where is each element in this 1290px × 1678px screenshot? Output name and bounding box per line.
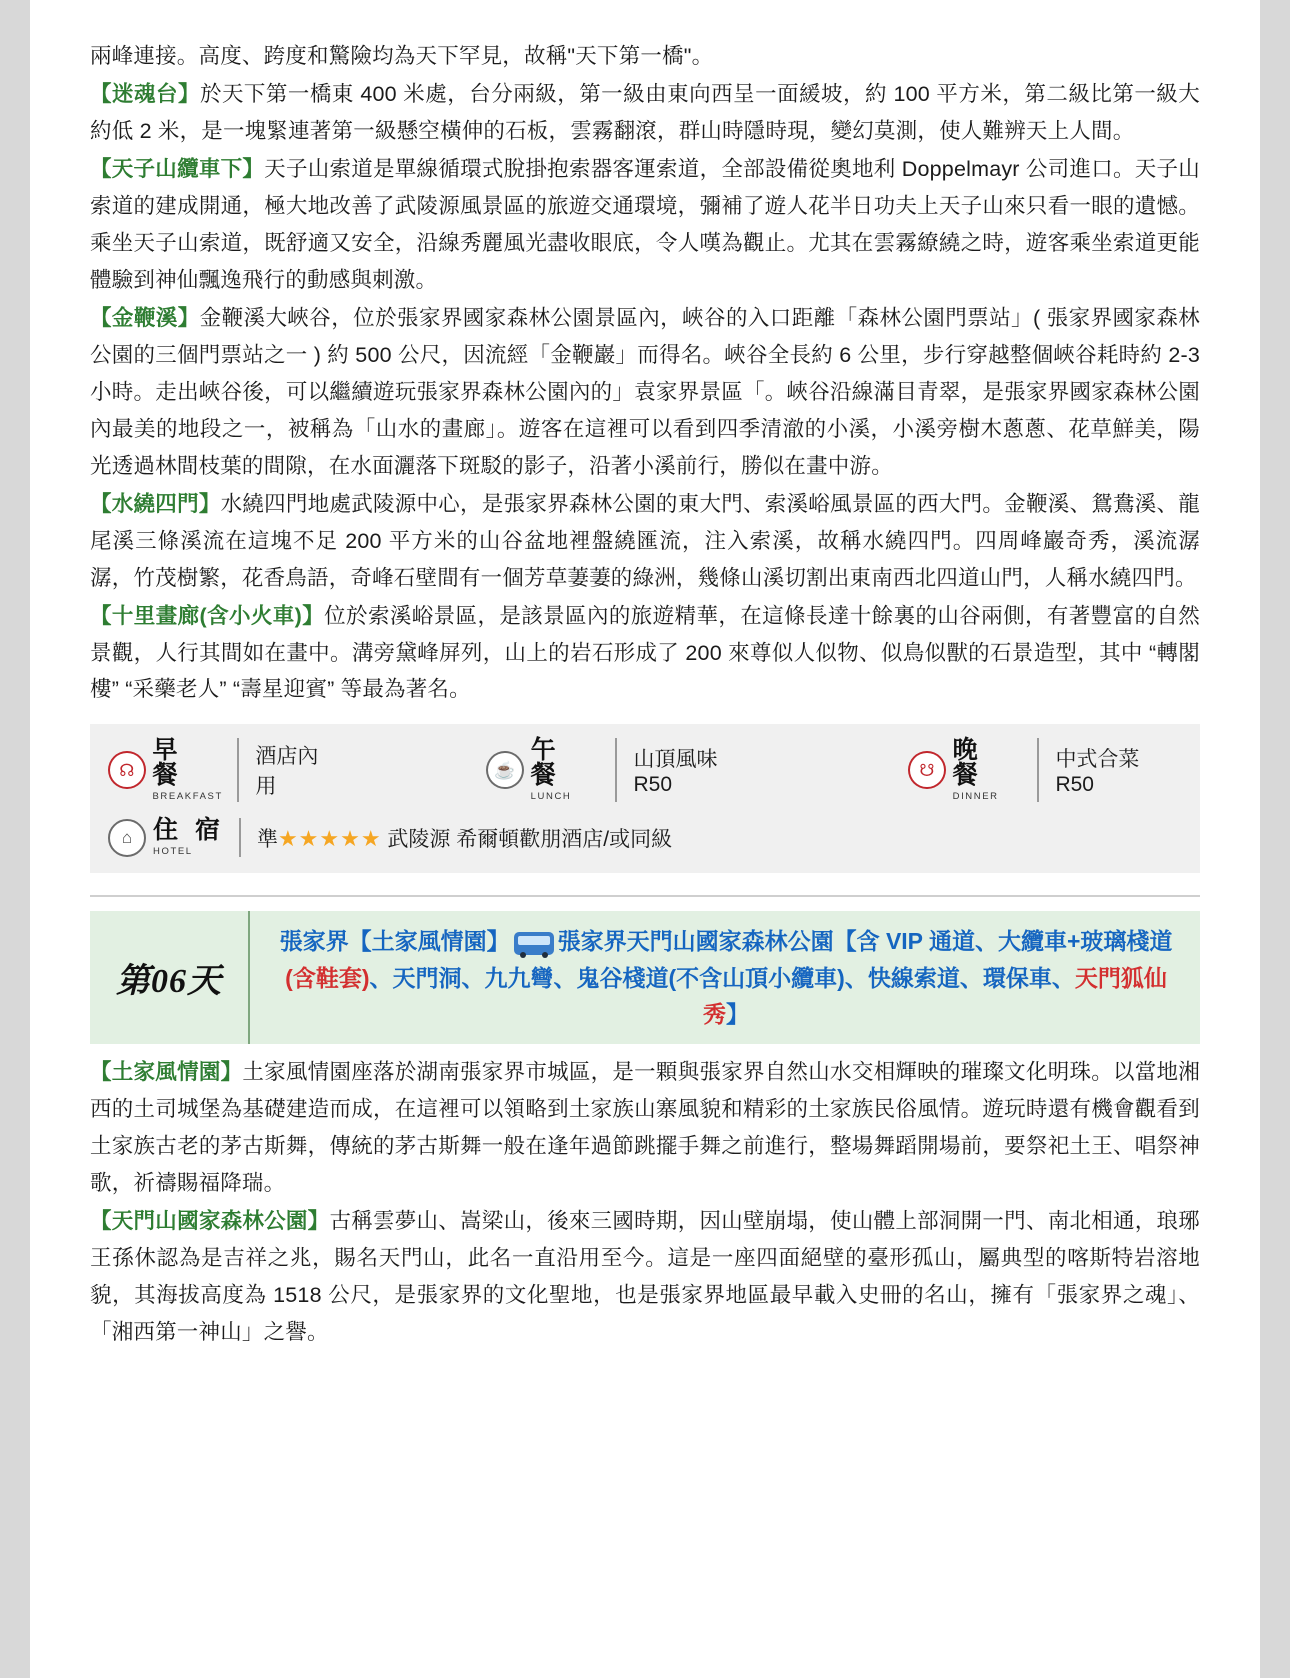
document-page: [30, 0, 1260, 1678]
day-description-block: [90, 1054, 1200, 1351]
meals-row-food: [108, 738, 1182, 802]
paragraph-text: 土家風情園座落於湖南張家界市城區，是一顆與張家界自然山水交相輝映的璀璨文化明珠。以當地湘西的土司城堡為基礎建造而成，在這裡可以領略到土家族山寨風貌和精彩的土家族民俗風情。遊玩時還有機會觀看到土家族古老的茅古斯舞，傳統的茅古斯舞一般在逢年過節跳擺手舞之前進行，整場舞蹈開場前，要祭祀土王、唱祭神歌，祈禱賜福降瑞。: [90, 1060, 1201, 1196]
paragraph: [90, 151, 1200, 299]
paragraph-label: 【十里畫廊(含小火車)】: [90, 603, 325, 628]
breakfast-label: 早 餐: [152, 736, 183, 790]
section-divider: [90, 895, 1200, 897]
meals-row-hotel: [108, 818, 1182, 857]
hotel-label-en: HOTEL: [153, 846, 193, 858]
hotel-label: 住 宿: [153, 816, 225, 845]
meal-hotel: [108, 818, 672, 857]
paragraph-text: 於天下第一橋東 400 米處，台分兩級，第一級由東向西呈一面緩坡，約 100 平方米，第二級比第一級大約低 2 米，是一塊緊連著第一級懸空橫伸的石板，雲霧翻滾，群山時隱時現，變幻莫測，使人難辨天上人間。: [90, 81, 1200, 143]
paragraph-text: 金鞭溪大峽谷，位於張家界國家森林公園景區內，峽谷的入口距離「森林公園門票站」( 張家界國家森林公園的三個門票站之一 ) 約 500 公尺，因流經「金鞭巖」而得名。峽谷全長約 6 公里，步行穿越整個峽谷耗時約 2-3 小時。走出峽谷後，可以繼續遊玩張家界森林公園內的」袁家界景區「。峽谷沿線滿目青翠，是張家界國家森林公園內最美的地段之一，被稱為「山水的畫廊」。遊客在這裡可以看到四季清澈的小溪，小溪旁樹木蔥蔥、花草鮮美，陽光透過林間枝葉的間隙，在水面灑落下斑駁的影子，沿著小溪前行，勝似在畫中游。: [90, 305, 1200, 478]
day-number: 第06天: [90, 911, 250, 1044]
hotel-name: 武陵源 希爾頓歡朋酒店/或同級: [387, 827, 673, 851]
paragraph: [90, 300, 1200, 485]
day-title-part1: 張家界【土家風情園】: [279, 928, 510, 955]
day-title: [250, 911, 1200, 1044]
lunch-badge: [486, 738, 617, 802]
building-icon: ⌂: [108, 819, 146, 857]
lunch-value: 山頂風味 R50: [633, 748, 718, 797]
paragraph: [90, 1054, 1200, 1202]
paragraph: [90, 38, 1200, 75]
paragraph: [90, 486, 1200, 597]
lunch-label-group: [531, 738, 602, 802]
dinner-badge: [908, 738, 1039, 802]
paragraph: [90, 1203, 1200, 1351]
dinner-label: 晚 餐: [952, 736, 983, 790]
paragraph-text: 古稱雲夢山、嵩梁山，後來三國時期，因山壁崩塌，使山體上部洞開一門、南北相通，琅琊王孫休認為是吉祥之兆，賜名天門山，此名一直沿用至今。這是一座四面絕壁的臺形孤山，屬典型的喀斯特岩溶地貌，其海拔高度為 1518 公尺，是張家界的文化聖地，也是張家界地區最早載入史冊的名山，擁有「張家界之魂」、「湘西第一神山」之譽。: [90, 1209, 1201, 1345]
day-title-part4: 】: [726, 1001, 749, 1028]
dinner-value: 中式合菜 R50: [1055, 748, 1140, 797]
paragraph-label: 【天門山國家森林公園】: [90, 1209, 330, 1234]
meal-lunch: [486, 738, 760, 802]
breakfast-label-group: [153, 738, 224, 802]
meals-panel: [90, 724, 1200, 873]
paragraph-text: 兩峰連接。高度、跨度和驚險均為天下罕見，故稱"天下第一橋"。: [90, 44, 714, 68]
lunch-label: 午 餐: [530, 736, 561, 790]
hotel-stars: ★★★★★: [277, 825, 382, 851]
bowl-icon: ☋: [908, 751, 945, 789]
hotel-badge: [108, 818, 241, 857]
dinner-label-group: [953, 738, 1024, 802]
breakfast-badge: [108, 738, 239, 802]
itinerary-description-block: [90, 38, 1200, 708]
meal-dinner: [908, 738, 1182, 802]
paragraph-label: 【金鞭溪】: [90, 305, 200, 330]
breakfast-value: 酒店內用: [255, 745, 319, 799]
hamburger-icon: ☊: [108, 751, 146, 789]
paragraph-label: 【水繞四門】: [90, 491, 221, 516]
meal-breakfast: [108, 738, 338, 802]
paragraph-label: 【土家風情園】: [90, 1060, 243, 1085]
paragraph-label: 【迷魂台】: [90, 81, 200, 106]
day-header: [90, 911, 1200, 1044]
dinner-label-en: DINNER: [952, 791, 999, 803]
day-title-part2: 張家界天門山國家森林公園【含 VIP 通道、大纜車+玻璃棧道: [557, 928, 1173, 955]
day-title-highlight-2: 天門狐仙秀: [703, 964, 1167, 1028]
paragraph-text: 天子山索道是單線循環式脫掛抱索器客運索道，全部設備從奧地利 Doppelmayr 公司進口。天子山索道的建成開通，極大地改善了武陵源風景區的旅遊交通環境，彌補了遊人花半日功夫上天子山來只看一眼的遺憾。乘坐天子山索道，既舒適又安全，沿線秀麗風光盡收眼底，令人嘆為觀止。尤其在雲霧繚繞之時，遊客乘坐索道更能體驗到神仙飄逸飛行的動感與刺激。: [90, 156, 1200, 292]
lunch-label-en: LUNCH: [530, 791, 572, 803]
hotel-grade-prefix: 準: [256, 827, 278, 851]
day-title-part3: 、天門洞、九九彎、鬼谷棧道(不含山頂小纜車)、快線索道、環保車、: [369, 964, 1075, 991]
bus-icon: [514, 932, 554, 955]
hotel-value-group: [241, 823, 672, 853]
breakfast-label-en: BREAKFAST: [152, 791, 223, 803]
teacup-icon: ☕: [486, 751, 523, 789]
paragraph: [90, 76, 1200, 150]
paragraph-text: 水繞四門地處武陵源中心，是張家界森林公園的東大門、索溪峪風景區的西大門。金鞭溪、鴛鴦溪、龍尾溪三條溪流在這塊不足 200 平方米的山谷盆地裡盤繞匯流，注入索溪，故稱水繞四門。四周峰巖奇秀，溪流潺潺，竹茂樹繁，花香鳥語，奇峰石壁間有一個芳草萋萋的綠洲，幾條山溪切割出東南西北四道山門，人稱水繞四門。: [90, 491, 1201, 590]
hotel-label-group: [153, 818, 225, 857]
day-title-highlight-1: (含鞋套): [285, 964, 370, 991]
paragraph-text: 位於索溪峪景區，是該景區內的旅遊精華，在這條長達十餘裏的山谷兩側，有著豐富的自然景觀，人行其間如在畫中。溝旁黛峰屏列，山上的岩石形成了 200 來尊似人似物、似鳥似獸的石景造型，其中 “轉閣樓” “采藥老人” “壽星迎賓” 等最為著名。: [90, 603, 1200, 702]
paragraph-label: 【天子山纜車下】: [90, 156, 265, 181]
paragraph: [90, 598, 1200, 709]
